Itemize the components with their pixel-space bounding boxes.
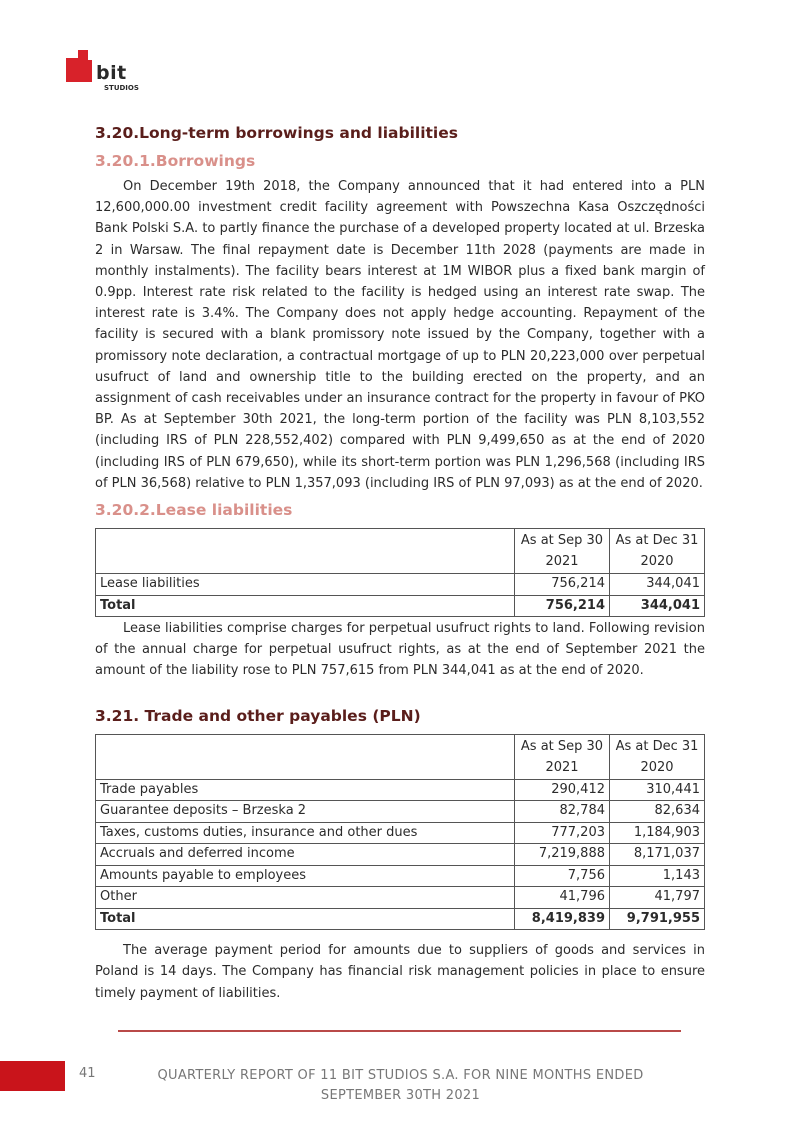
table-row — [96, 844, 705, 866]
table-row — [96, 887, 705, 909]
footer-divider — [118, 1030, 681, 1032]
page-content — [95, 122, 705, 1004]
lease-table — [95, 528, 705, 617]
payables-paragraph: The average payment period for amounts due to suppliers of goods and services in Poland is 14 days. The Company has financial risk management policies in place to ensure timely payment of liabilities. — [95, 943, 705, 1001]
footer-accent-bar — [0, 1061, 65, 1091]
row-value-2020: 1,143 — [610, 865, 705, 887]
row-value-2020: 310,441 — [610, 779, 705, 801]
row-value-2021: 777,203 — [515, 822, 610, 844]
section-320-title: 3.20.Long-term borrowings and liabilities — [95, 124, 458, 142]
total-value-2020: 9,791,955 — [610, 908, 705, 930]
table-row — [96, 779, 705, 801]
logo-square — [78, 60, 92, 82]
company-logo — [66, 50, 146, 94]
logo-text: bit — [96, 62, 127, 84]
row-label: Accruals and deferred income — [96, 844, 515, 866]
logo-subtext: STUDIOS — [104, 84, 139, 92]
section-321-title: 3.21. Trade and other payables (PLN) — [95, 706, 421, 725]
row-value-2021: 756,214 — [515, 574, 610, 596]
lease-title: 3.20.2.Lease liabilities — [95, 501, 293, 520]
table-total-row — [96, 595, 705, 617]
table-row — [96, 801, 705, 823]
lease-paragraph: Lease liabilities comprise charges for perpetual usufruct rights to land. Following revision of the annual charge for perpetual usufruct rights, as at the end of September 2021 the amount of the liability rose to PLN 757,615 from PLN 344,041 as at the end of 2020. — [95, 621, 705, 679]
total-value-2020: 344,041 — [610, 595, 705, 617]
table-header-col2: As at Dec 31 2020 — [610, 734, 705, 779]
table-row — [96, 822, 705, 844]
table-header-col1: As at Sep 30 2021 — [515, 529, 610, 574]
table-header-row — [96, 734, 705, 779]
row-value-2021: 290,412 — [515, 779, 610, 801]
row-label: Taxes, customs duties, insurance and other dues — [96, 822, 515, 844]
logo-square — [78, 50, 88, 60]
row-value-2021: 7,756 — [515, 865, 610, 887]
row-value-2021: 82,784 — [515, 801, 610, 823]
row-label: Other — [96, 887, 515, 909]
table-row — [96, 574, 705, 596]
row-value-2021: 41,796 — [515, 887, 610, 909]
logo-square — [66, 70, 78, 82]
total-label: Total — [96, 595, 515, 617]
row-value-2020: 344,041 — [610, 574, 705, 596]
row-value-2020: 82,634 — [610, 801, 705, 823]
table-header-blank — [96, 734, 515, 779]
table-header-col2: As at Dec 31 2020 — [610, 529, 705, 574]
table-header-blank — [96, 529, 515, 574]
table-header-col1: As at Sep 30 2021 — [515, 734, 610, 779]
row-label: Lease liabilities — [96, 574, 515, 596]
table-header-row — [96, 529, 705, 574]
total-value-2021: 8,419,839 — [515, 908, 610, 930]
row-value-2020: 41,797 — [610, 887, 705, 909]
row-value-2020: 1,184,903 — [610, 822, 705, 844]
row-label: Amounts payable to employees — [96, 865, 515, 887]
table-row — [96, 865, 705, 887]
row-label: Guarantee deposits – Brzeska 2 — [96, 801, 515, 823]
row-value-2020: 8,171,037 — [610, 844, 705, 866]
page-number: 41 — [79, 1066, 96, 1081]
total-label: Total — [96, 908, 515, 930]
borrowings-paragraph: On December 19th 2018, the Company announced that it had entered into a PLN 12,600,000.00 investment credit facility agreement with Powszechna Kasa Oszczędności Bank Polski S.A. to partly finance the purchase of a developed property located at ul. Brzeska 2 in Warsaw. The final repayment date is December 11th 2028 (payments are made in monthly instalments). The facility bears interest at 1M WIBOR plus a fixed bank margin of 0.9pp. Interest rate risk related to the facility is hedged using an interest rate swap. The interest rate is 3.4%. The Company does not apply hedge accounting. Repayment of the facility is secured with a blank promissory note issued by the Company, together with a promissory note declaration, a contractual mortgage of up to PLN 20,223,000 over perpetual usufruct of land and ownership title to the building erected on the property, and an assignment of cash receivables under an insurance contract for the property in favour of PKO BP. As at September 30th 2021, the long-term portion of the facility was PLN 8,103,552 (including IRS of PLN 228,552,402) compared with PLN 9,499,650 as at the end of 2020 (including IRS of PLN 679,650), while its short-term portion was PLN 1,296,568 (including IRS of PLN 36,568) relative to PLN 1,357,093 (including IRS of PLN 97,093) as at the end of 2020. — [95, 179, 705, 491]
table-total-row — [96, 908, 705, 930]
total-value-2021: 756,214 — [515, 595, 610, 617]
footer-title: QUARTERLY REPORT OF 11 BIT STUDIOS S.A. FOR NINE MONTHS ENDED SEPTEMBER 30TH 2021 — [157, 1068, 644, 1103]
row-label: Trade payables — [96, 779, 515, 801]
row-value-2021: 7,219,888 — [515, 844, 610, 866]
payables-table — [95, 734, 705, 931]
borrowings-title: 3.20.1.Borrowings — [95, 152, 256, 170]
logo-square — [66, 58, 78, 70]
